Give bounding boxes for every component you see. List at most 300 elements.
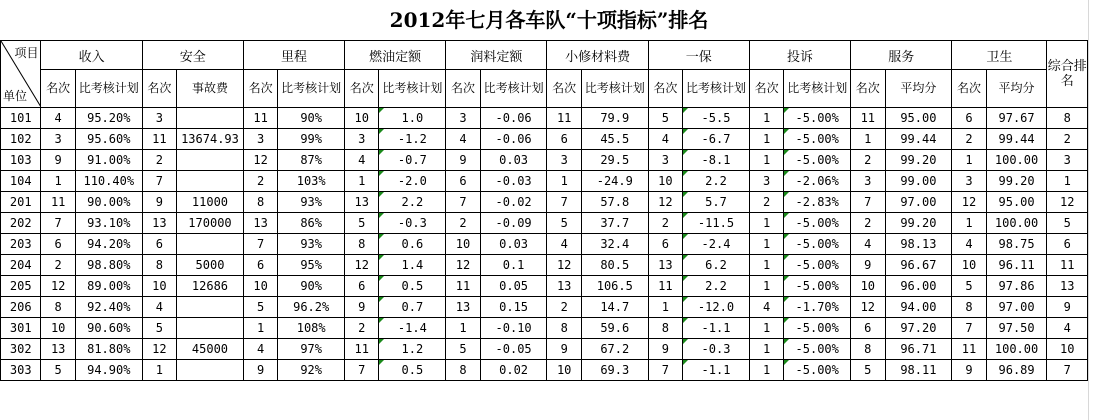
data-cell: -0.7 (379, 150, 446, 171)
table-row (1, 171, 1088, 192)
data-cell: 1.2 (379, 339, 446, 360)
data-cell: 5 (952, 276, 986, 297)
data-cell: 97.00 (986, 297, 1047, 318)
data-cell: 5 (243, 297, 277, 318)
data-cell: 98.11 (885, 360, 952, 381)
ranking-table (0, 40, 1088, 381)
data-cell: 11 (547, 108, 581, 129)
unit-cell: 102 (1, 129, 41, 150)
data-cell: 97% (278, 339, 345, 360)
data-cell: 95.00 (885, 108, 952, 129)
data-cell: 1 (749, 213, 783, 234)
data-cell: 11 (446, 276, 480, 297)
data-cell: 11 (345, 339, 379, 360)
data-cell: 2 (547, 297, 581, 318)
data-cell: 12686 (177, 276, 244, 297)
data-cell: 92% (278, 360, 345, 381)
data-cell: 2 (41, 255, 75, 276)
unit-cell: 203 (1, 234, 41, 255)
data-cell: 11000 (177, 192, 244, 213)
data-cell: 95.00 (986, 192, 1047, 213)
data-cell: 4 (749, 297, 783, 318)
data-cell: 3 (749, 171, 783, 192)
data-cell: 4 (345, 150, 379, 171)
data-cell: 7 (952, 318, 986, 339)
data-cell: 1 (749, 108, 783, 129)
data-cell: -8.1 (683, 150, 750, 171)
sub-header: 比考核计划 (480, 70, 547, 108)
data-cell: -11.5 (683, 213, 750, 234)
data-cell: 9 (345, 297, 379, 318)
data-cell: 10 (41, 318, 75, 339)
sub-header: 名次 (851, 70, 885, 108)
data-cell: 11 (851, 108, 885, 129)
data-cell: 8 (41, 297, 75, 318)
data-cell: -1.1 (683, 318, 750, 339)
data-cell: 7 (1047, 360, 1088, 381)
data-cell: 6 (446, 171, 480, 192)
data-cell: 89.00% (75, 276, 142, 297)
data-cell: 108% (278, 318, 345, 339)
data-cell: 7 (243, 234, 277, 255)
data-cell: 100.00 (986, 213, 1047, 234)
sub-header: 事故费 (177, 70, 244, 108)
data-cell: 9 (142, 192, 176, 213)
data-cell: 2 (851, 150, 885, 171)
group-header: 安全 (142, 41, 243, 70)
data-cell: 95% (278, 255, 345, 276)
data-cell: 97.00 (885, 192, 952, 213)
data-cell: 13 (142, 213, 176, 234)
sub-header: 名次 (952, 70, 986, 108)
data-cell: 32.4 (581, 234, 648, 255)
data-cell: 12 (547, 255, 581, 276)
data-cell: 13 (345, 192, 379, 213)
data-cell: 29.5 (581, 150, 648, 171)
data-cell: 5 (142, 318, 176, 339)
data-cell: 1 (749, 318, 783, 339)
data-cell: 5 (1047, 213, 1088, 234)
group-header: 小修材料费 (547, 41, 648, 70)
data-cell: 0.5 (379, 360, 446, 381)
data-cell: 110.40% (75, 171, 142, 192)
table-row (1, 276, 1088, 297)
data-cell: 100.00 (986, 150, 1047, 171)
data-cell: 13 (41, 339, 75, 360)
data-cell: -0.09 (480, 213, 547, 234)
data-cell: 79.9 (581, 108, 648, 129)
unit-cell: 303 (1, 360, 41, 381)
data-cell: 12 (345, 255, 379, 276)
data-cell: 7 (648, 360, 682, 381)
data-cell: 45000 (177, 339, 244, 360)
data-cell: 8 (1047, 108, 1088, 129)
data-cell: 13 (243, 213, 277, 234)
data-cell: 6 (142, 234, 176, 255)
data-cell: 1.0 (379, 108, 446, 129)
data-cell: 1 (547, 171, 581, 192)
data-cell: 2 (851, 213, 885, 234)
data-cell: 0.03 (480, 150, 547, 171)
data-cell: -5.00% (784, 150, 851, 171)
data-cell: -1.1 (683, 360, 750, 381)
data-cell: -12.0 (683, 297, 750, 318)
data-cell: 9 (547, 339, 581, 360)
data-cell: 12 (243, 150, 277, 171)
data-cell: 2.2 (379, 192, 446, 213)
data-cell: 97.86 (986, 276, 1047, 297)
overall-rank-header: 综合排名 (1047, 41, 1088, 108)
data-cell: 0.7 (379, 297, 446, 318)
data-cell: 1 (1047, 171, 1088, 192)
data-cell: -0.05 (480, 339, 547, 360)
data-cell: 99% (278, 129, 345, 150)
data-cell: 87% (278, 150, 345, 171)
data-cell: 11 (142, 129, 176, 150)
sub-header: 名次 (41, 70, 75, 108)
data-cell: 2.2 (683, 171, 750, 192)
group-header: 服务 (851, 41, 952, 70)
data-cell: 8 (142, 255, 176, 276)
sub-header: 比考核计划 (581, 70, 648, 108)
column-gridline (1088, 0, 1089, 420)
sub-header: 平均分 (986, 70, 1047, 108)
data-cell: 7 (41, 213, 75, 234)
data-cell (177, 150, 244, 171)
data-cell: 2 (1047, 129, 1088, 150)
data-cell: 10 (851, 276, 885, 297)
data-cell: 3 (142, 108, 176, 129)
group-header: 一保 (648, 41, 749, 70)
data-cell: 3 (345, 129, 379, 150)
data-cell: -5.00% (784, 129, 851, 150)
corner-header (1, 41, 41, 108)
data-cell: 96.89 (986, 360, 1047, 381)
data-cell: 99.20 (885, 150, 952, 171)
data-cell: 1 (749, 255, 783, 276)
data-cell: -0.02 (480, 192, 547, 213)
table-row (1, 339, 1088, 360)
data-cell: 12 (446, 255, 480, 276)
data-cell: -2.4 (683, 234, 750, 255)
data-cell: 1 (952, 150, 986, 171)
data-cell: 106.5 (581, 276, 648, 297)
data-cell: 96.67 (885, 255, 952, 276)
data-cell: 67.2 (581, 339, 648, 360)
data-cell: 1 (749, 276, 783, 297)
data-cell: 96.00 (885, 276, 952, 297)
sub-header: 名次 (243, 70, 277, 108)
data-cell: 1 (648, 297, 682, 318)
data-cell: 86% (278, 213, 345, 234)
data-cell: 10 (1047, 339, 1088, 360)
data-cell: -0.06 (480, 129, 547, 150)
data-cell: 45.5 (581, 129, 648, 150)
data-cell: 0.02 (480, 360, 547, 381)
data-cell: 1 (952, 213, 986, 234)
sub-header: 名次 (345, 70, 379, 108)
data-cell: 12 (851, 297, 885, 318)
data-cell: 93% (278, 192, 345, 213)
data-cell: 37.7 (581, 213, 648, 234)
data-cell: 93.10% (75, 213, 142, 234)
data-cell: 10 (648, 171, 682, 192)
data-cell: 4 (142, 297, 176, 318)
data-cell: 13674.93 (177, 129, 244, 150)
data-cell: 8 (243, 192, 277, 213)
data-cell: 99.44 (885, 129, 952, 150)
data-cell: 96.11 (986, 255, 1047, 276)
data-cell: 9 (243, 360, 277, 381)
sub-header: 平均分 (885, 70, 952, 108)
data-cell (177, 171, 244, 192)
data-cell: 100.00 (986, 339, 1047, 360)
unit-cell: 101 (1, 108, 41, 129)
data-cell: 6.2 (683, 255, 750, 276)
data-cell: -24.9 (581, 171, 648, 192)
data-cell: 10 (446, 234, 480, 255)
data-cell: -0.03 (480, 171, 547, 192)
data-cell: 12 (142, 339, 176, 360)
data-cell: 4 (648, 129, 682, 150)
data-cell: 13 (648, 255, 682, 276)
data-cell: 97.20 (885, 318, 952, 339)
data-cell: 7 (547, 192, 581, 213)
sub-header: 比考核计划 (75, 70, 142, 108)
data-cell: -0.10 (480, 318, 547, 339)
data-cell: 1.4 (379, 255, 446, 276)
data-cell: 5 (345, 213, 379, 234)
data-cell: 14.7 (581, 297, 648, 318)
data-cell: 10 (243, 276, 277, 297)
data-cell: 97.67 (986, 108, 1047, 129)
data-cell: 5 (648, 108, 682, 129)
data-cell: 13 (547, 276, 581, 297)
table-row (1, 108, 1088, 129)
data-cell: 90% (278, 108, 345, 129)
data-cell: -1.4 (379, 318, 446, 339)
group-header: 润料定额 (446, 41, 547, 70)
data-cell: 5000 (177, 255, 244, 276)
data-cell: 3 (1047, 150, 1088, 171)
group-header: 收入 (41, 41, 142, 70)
data-cell: 3 (41, 129, 75, 150)
data-cell: 3 (446, 108, 480, 129)
data-cell: -2.83% (784, 192, 851, 213)
data-cell (177, 234, 244, 255)
data-cell: -5.00% (784, 108, 851, 129)
data-cell: 12 (952, 192, 986, 213)
data-cell: 98.80% (75, 255, 142, 276)
data-cell: 5.7 (683, 192, 750, 213)
data-cell: 1 (749, 150, 783, 171)
group-header: 燃油定额 (345, 41, 446, 70)
data-cell: 2 (446, 213, 480, 234)
data-cell: 80.5 (581, 255, 648, 276)
data-cell: 69.3 (581, 360, 648, 381)
data-cell: -0.06 (480, 108, 547, 129)
sub-header: 比考核计划 (379, 70, 446, 108)
data-cell: 7 (345, 360, 379, 381)
data-cell: 2 (648, 213, 682, 234)
data-cell: 2.2 (683, 276, 750, 297)
table-row (1, 234, 1088, 255)
data-cell: 8 (851, 339, 885, 360)
data-cell: 4 (41, 108, 75, 129)
data-cell: 90% (278, 276, 345, 297)
data-cell: 11 (1047, 255, 1088, 276)
data-cell: 4 (446, 129, 480, 150)
data-cell: 2 (749, 192, 783, 213)
group-header: 投诉 (749, 41, 850, 70)
unit-cell: 206 (1, 297, 41, 318)
data-cell: 1 (243, 318, 277, 339)
data-cell: 0.6 (379, 234, 446, 255)
data-cell: 3 (648, 150, 682, 171)
data-cell: 97.50 (986, 318, 1047, 339)
data-cell: 103% (278, 171, 345, 192)
data-cell: -5.00% (784, 276, 851, 297)
data-cell: 6 (547, 129, 581, 150)
data-cell: 12 (648, 192, 682, 213)
data-cell: -5.00% (784, 255, 851, 276)
unit-cell: 205 (1, 276, 41, 297)
data-cell: 94.90% (75, 360, 142, 381)
data-cell: 6 (648, 234, 682, 255)
data-cell: 1 (41, 171, 75, 192)
data-cell: 10 (547, 360, 581, 381)
table-row (1, 213, 1088, 234)
data-cell: 5 (547, 213, 581, 234)
data-cell: 0.03 (480, 234, 547, 255)
data-cell: 6 (952, 108, 986, 129)
data-cell: 1 (749, 339, 783, 360)
data-cell: -5.00% (784, 234, 851, 255)
data-cell: 6 (851, 318, 885, 339)
data-cell: 98.75 (986, 234, 1047, 255)
data-cell: 12 (41, 276, 75, 297)
data-cell: 3 (243, 129, 277, 150)
data-cell: 0.15 (480, 297, 547, 318)
data-cell: 9 (1047, 297, 1088, 318)
data-cell: 3 (547, 150, 581, 171)
data-cell: 95.60% (75, 129, 142, 150)
data-cell: 2 (142, 150, 176, 171)
data-cell: 6 (345, 276, 379, 297)
unit-cell: 103 (1, 150, 41, 171)
unit-cell: 302 (1, 339, 41, 360)
data-cell (177, 108, 244, 129)
data-cell: -0.3 (379, 213, 446, 234)
data-cell (177, 297, 244, 318)
sub-header: 名次 (749, 70, 783, 108)
table-row (1, 297, 1088, 318)
sheet-title: 2012年七月各车队“十项指标”排名 (389, 8, 709, 32)
data-cell: 6 (1047, 234, 1088, 255)
sub-header: 名次 (547, 70, 581, 108)
data-cell: -6.7 (683, 129, 750, 150)
data-cell: 2 (345, 318, 379, 339)
data-cell: 3 (851, 171, 885, 192)
sub-header: 比考核计划 (784, 70, 851, 108)
data-cell: -2.0 (379, 171, 446, 192)
data-cell (177, 360, 244, 381)
data-cell: 5 (851, 360, 885, 381)
data-cell: -5.00% (784, 360, 851, 381)
data-cell: 13 (446, 297, 480, 318)
table-row (1, 255, 1088, 276)
sub-header: 比考核计划 (278, 70, 345, 108)
data-cell: 2 (952, 129, 986, 150)
data-cell: 7 (851, 192, 885, 213)
data-cell: 4 (851, 234, 885, 255)
group-header: 卫生 (952, 41, 1047, 70)
data-cell: 13 (1047, 276, 1088, 297)
data-cell: 8 (446, 360, 480, 381)
data-cell: 11 (243, 108, 277, 129)
data-cell: 1 (749, 234, 783, 255)
data-cell: 11 (952, 339, 986, 360)
sub-header: 名次 (648, 70, 682, 108)
data-cell: 0.5 (379, 276, 446, 297)
data-cell: 8 (952, 297, 986, 318)
data-cell: 91.00% (75, 150, 142, 171)
data-cell: -0.3 (683, 339, 750, 360)
data-cell: 10 (952, 255, 986, 276)
data-cell: -5.00% (784, 318, 851, 339)
unit-cell: 202 (1, 213, 41, 234)
unit-cell: 104 (1, 171, 41, 192)
data-cell: 5 (446, 339, 480, 360)
data-cell: 99.44 (986, 129, 1047, 150)
data-cell: 12 (1047, 192, 1088, 213)
unit-cell: 201 (1, 192, 41, 213)
table-row (1, 360, 1088, 381)
data-cell: 0.1 (480, 255, 547, 276)
data-cell: 4 (243, 339, 277, 360)
data-cell: 99.00 (885, 171, 952, 192)
data-cell: 3 (952, 171, 986, 192)
data-cell: 1 (446, 318, 480, 339)
data-cell: 4 (952, 234, 986, 255)
data-cell: 57.8 (581, 192, 648, 213)
data-cell: 1 (345, 171, 379, 192)
data-cell: 7 (142, 171, 176, 192)
corner-unit-label: 单位 (3, 89, 28, 103)
data-cell: 1 (749, 129, 783, 150)
data-cell: 59.6 (581, 318, 648, 339)
data-cell: 94.20% (75, 234, 142, 255)
data-cell: 7 (446, 192, 480, 213)
sub-header: 比考核计划 (683, 70, 750, 108)
data-cell: 5 (41, 360, 75, 381)
data-cell (177, 318, 244, 339)
data-cell: 96.2% (278, 297, 345, 318)
data-cell: 9 (41, 150, 75, 171)
data-cell: -5.5 (683, 108, 750, 129)
data-cell: 96.71 (885, 339, 952, 360)
data-cell: 10 (345, 108, 379, 129)
data-cell: 8 (345, 234, 379, 255)
data-cell: 9 (648, 339, 682, 360)
data-cell: 6 (41, 234, 75, 255)
data-cell: -1.70% (784, 297, 851, 318)
data-cell: 8 (648, 318, 682, 339)
data-cell: 4 (1047, 318, 1088, 339)
data-cell: 9 (446, 150, 480, 171)
data-cell: -2.06% (784, 171, 851, 192)
data-cell: 99.20 (885, 213, 952, 234)
